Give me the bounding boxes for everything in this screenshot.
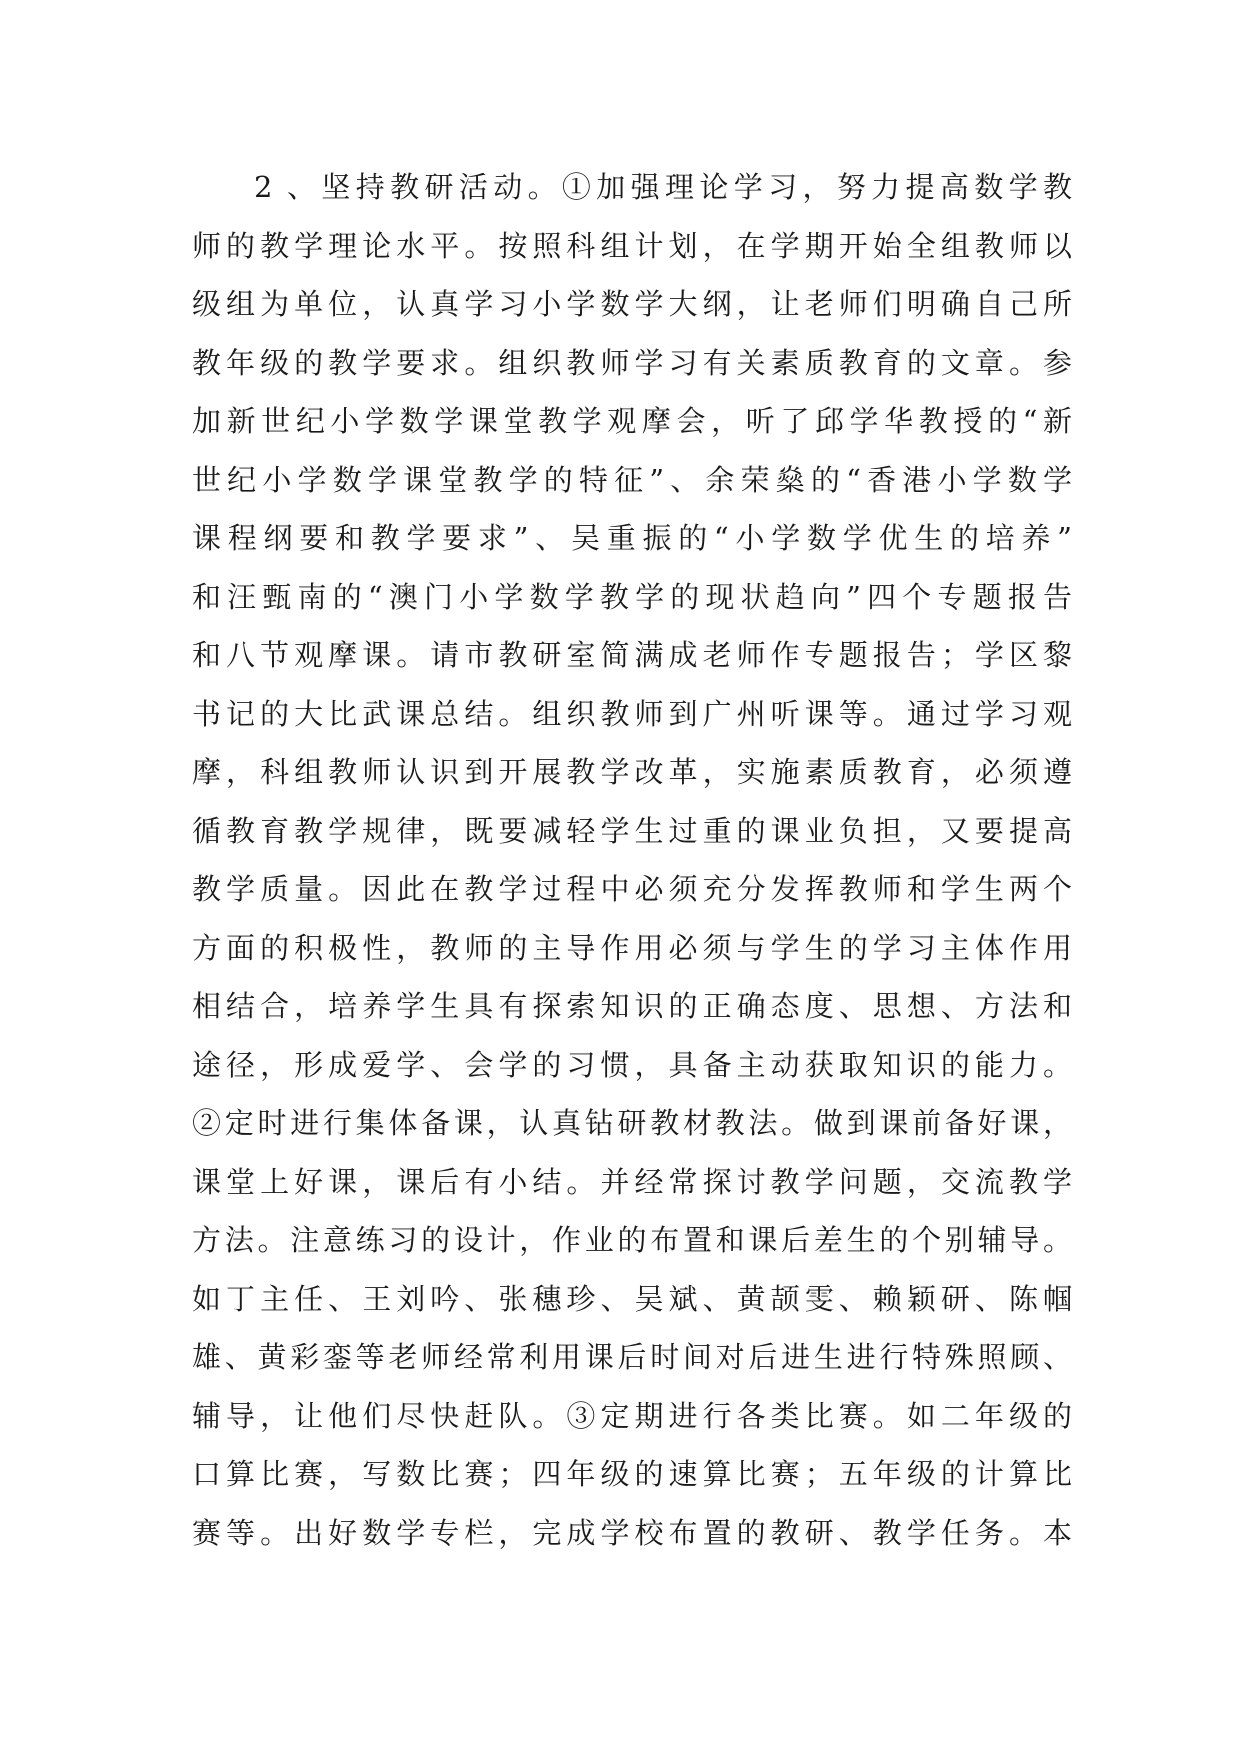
text-line-1: 2 、坚持教研活动。①加强理论学习，努力提高数学教 — [254, 170, 1072, 204]
text-line-12: 循教育教学规律，既要减轻学生过重的课业负担，又要提高 — [192, 813, 1072, 848]
text-line-13: 教学质量。因此在教学过程中必须充分发挥教师和学生两个 — [192, 872, 1072, 906]
text-line-20: 如丁主任、王刘吟、张穗珍、吴斌、黄颉雯、赖颖研、陈帼 — [192, 1281, 1072, 1316]
text-line-8: 和汪甄南的“澳门小学数学教学的现状趋向”四个专题报告 — [192, 579, 1072, 614]
text-line-4: 教年级的教学要求。组织教师学习有关素质教育的文章。参 — [192, 345, 1072, 380]
text-line-15: 相结合，培养学生具有探索知识的正确态度、思想、方法和 — [192, 989, 1072, 1023]
text-line-17: ②定时进行集体备课，认真钻研教材教法。做到课前备好课， — [192, 1106, 1072, 1140]
text-line-7: 课程纲要和教学要求”、吴重振的“小学数学优生的培养” — [192, 521, 1072, 555]
text-line-11: 摩，科组教师认识到开展教学改革，实施素质教育，必须遵 — [192, 755, 1072, 789]
text-line-24: 赛等。出好数学专栏，完成学校布置的教研、教学任务。本 — [192, 1515, 1072, 1550]
text-line-16: 途径，形成爱学、会学的习惯，具备主动获取知识的能力。 — [192, 1047, 1072, 1082]
text-line-18: 课堂上好课，课后有小结。并经常探讨教学问题，交流教学 — [192, 1164, 1072, 1199]
text-line-19: 方法。注意练习的设计，作业的布置和课后差生的个别辅导。 — [192, 1223, 1072, 1257]
text-line-5: 加新世纪小学数学课堂教学观摩会，听了邱学华教授的“新 — [192, 404, 1072, 438]
text-line-9: 和八节观摩课。请市教研室简满成老师作专题报告；学区黎 — [192, 638, 1072, 672]
text-line-23: 口算比赛，写数比赛；四年级的速算比赛；五年级的计算比 — [192, 1457, 1072, 1491]
text-line-22: 辅导，让他们尽快赶队。③定期进行各类比赛。如二年级的 — [192, 1398, 1072, 1433]
text-line-21: 雄、黄彩銮等老师经常利用课后时间对后进生进行特殊照顾、 — [192, 1340, 1072, 1374]
body-paragraph — [192, 158, 1072, 1562]
text-line-3: 级组为单位，认真学习小学数学大纲，让老师们明确自己所 — [192, 287, 1072, 321]
text-line-14: 方面的积极性，教师的主导作用必须与学生的学习主体作用 — [192, 930, 1072, 965]
text-line-10: 书记的大比武课总结。组织教师到广州听课等。通过学习观 — [192, 696, 1072, 731]
text-line-6: 世纪小学数学课堂教学的特征”、余荣燊的“香港小学数学 — [192, 462, 1072, 497]
text-line-2: 师的教学理论水平。按照科组计划，在学期开始全组教师以 — [192, 228, 1072, 263]
